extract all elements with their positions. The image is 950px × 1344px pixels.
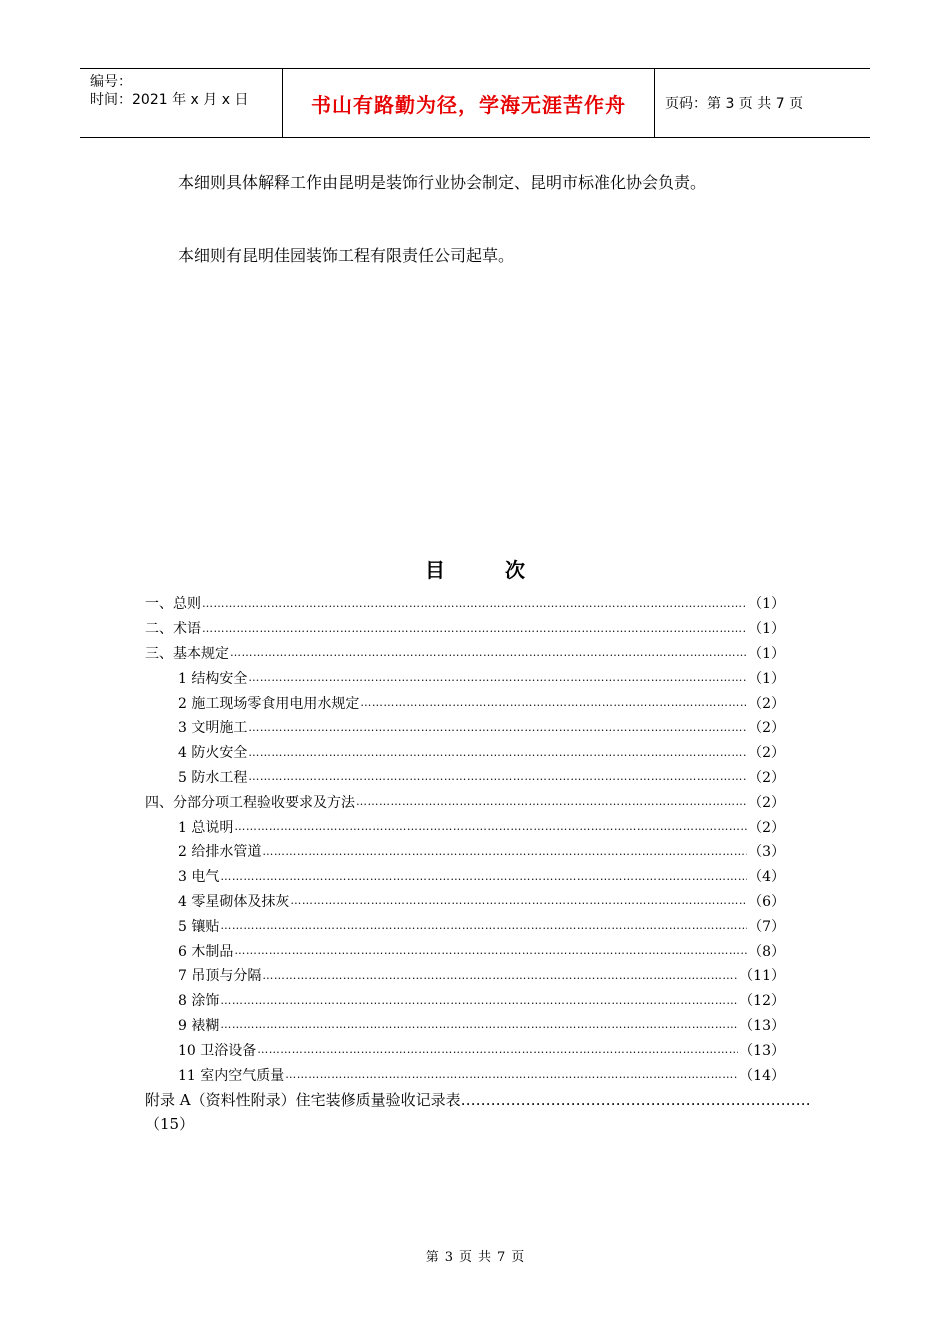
toc-entry[interactable]: [145, 889, 785, 914]
toc-leader-dots: [202, 622, 747, 635]
toc-entry-label: 4 防火安全: [178, 745, 248, 762]
toc-entry[interactable]: [145, 1013, 785, 1038]
toc-leader-dots: [248, 721, 747, 734]
toc-leader-dots: [248, 746, 747, 759]
toc-entry-label: 2 施工现场零食用电用水规定: [178, 695, 360, 712]
toc-leader-dots: [262, 845, 747, 858]
toc-entry-page: （2）: [748, 819, 785, 836]
footer-page-number: 3: [444, 1250, 453, 1265]
toc-leader-dots: [220, 870, 747, 883]
toc-leader-dots: [220, 919, 747, 932]
toc-entry[interactable]: [145, 814, 785, 839]
toc-entry-page: （13）: [739, 1042, 785, 1059]
number-label: 编号：: [90, 74, 132, 90]
toc-entry[interactable]: [145, 864, 785, 889]
toc-entry[interactable]: [145, 641, 785, 666]
toc-entry[interactable]: [145, 715, 785, 740]
toc-entry-page: （4）: [748, 869, 785, 886]
toc-entry-label: 1 结构安全: [178, 670, 248, 687]
header-motto: 书山有路勤为径，学海无涯苦作舟: [282, 69, 655, 137]
toc-entry[interactable]: [145, 938, 785, 963]
toc-leader-dots: [248, 770, 747, 783]
toc-entry-page: （8）: [748, 943, 785, 960]
toc-entry-label: 6 木制品: [178, 943, 234, 960]
paragraph-drafter: 本细则有昆明佳园装饰工程有限责任公司起草。: [178, 246, 515, 265]
toc-entry-label: 5 镶贴: [178, 918, 220, 935]
toc-entry-page: （1）: [748, 670, 785, 687]
time-label: 时间：2021 年 x 月 x 日: [90, 92, 249, 108]
toc-leader-dots: [290, 894, 747, 907]
toc-entry-label: 四、分部分项工程验收要求及方法: [145, 794, 355, 811]
toc-entry[interactable]: [145, 1062, 785, 1087]
toc-leader-dots: [360, 696, 747, 709]
toc-entry-page: （1）: [748, 621, 785, 638]
paragraph-interpretation: 本细则具体解释工作由昆明是装饰行业协会制定、昆明市标准化协会负责。: [178, 173, 707, 192]
page-header: [80, 68, 870, 138]
toc-entry-page: （2）: [748, 794, 785, 811]
toc-entry-appendix[interactable]: [145, 1088, 810, 1136]
toc-entry-label: 11 室内空气质量: [178, 1067, 285, 1084]
toc-entry-page: （1）: [748, 596, 785, 613]
toc-entry-page: （14）: [739, 1067, 785, 1084]
toc-entry[interactable]: [145, 913, 785, 938]
toc-entry-page: （7）: [748, 918, 785, 935]
toc-entry[interactable]: [145, 765, 785, 790]
toc-entry-page: （12）: [739, 993, 785, 1010]
toc-leader-dots: [202, 597, 747, 610]
toc-leader-dots: [356, 795, 747, 808]
toc-entry-label: 4 零星砌体及抹灰: [178, 893, 290, 910]
toc-entry[interactable]: [145, 740, 785, 765]
footer-text: 页: [511, 1250, 525, 1265]
toc-entry[interactable]: [145, 665, 785, 690]
footer-text: 共: [478, 1250, 492, 1265]
toc-leader-dots: [234, 944, 747, 957]
toc-entry[interactable]: [145, 963, 785, 988]
toc-title-left: 目: [425, 558, 445, 582]
footer-text: 页: [458, 1250, 472, 1265]
toc-leader-dots: [230, 646, 747, 659]
toc-leader-dots: [461, 1088, 810, 1112]
toc-entry[interactable]: [145, 988, 785, 1013]
toc-entry-label: 3 电气: [178, 869, 220, 886]
header-page-info: 页码：第 3 页 共 7 页: [665, 96, 804, 112]
toc-entry-label: 8 涂饰: [178, 993, 220, 1010]
toc-leader-dots: [257, 1043, 738, 1056]
toc-entry-page: （6）: [748, 893, 785, 910]
toc-entry-page: （13）: [739, 1017, 785, 1034]
toc-entry-page: （11）: [739, 968, 785, 985]
toc-entry-label: 5 防水工程: [178, 769, 248, 786]
toc-entry-page: （2）: [748, 769, 785, 786]
toc-entry-label: 附录 A（资料性附录）住宅装修质量验收记录表: [145, 1091, 461, 1109]
toc-entry-label: 10 卫浴设备: [178, 1042, 257, 1059]
footer-text: 第: [425, 1250, 439, 1265]
toc-entry[interactable]: [145, 591, 785, 616]
toc-entry[interactable]: [145, 839, 785, 864]
toc-entry-label: 三、基本规定: [145, 645, 229, 662]
toc-leader-dots: [220, 1018, 738, 1031]
toc-entry-label: 二、术语: [145, 621, 201, 638]
toc-entry[interactable]: [145, 789, 785, 814]
toc-entry-label: 1 总说明: [178, 819, 234, 836]
footer-total-pages: 7: [497, 1250, 506, 1265]
toc-leader-dots: [234, 820, 747, 833]
toc-title-right: 次: [505, 558, 525, 582]
table-of-contents: [145, 591, 785, 1087]
toc-entry-label: 9 裱糊: [178, 1017, 220, 1034]
header-meta: [80, 69, 282, 137]
toc-leader-dots: [285, 1068, 738, 1081]
toc-entry-page: （2）: [748, 720, 785, 737]
toc-leader-dots: [248, 671, 747, 684]
toc-entry-page: （15）: [145, 1115, 195, 1133]
toc-entry[interactable]: [145, 616, 785, 641]
page-footer: [0, 1246, 950, 1265]
toc-entry-label: 7 吊顶与分隔: [178, 968, 262, 985]
toc-title: [0, 554, 950, 583]
toc-entry-label: 2 给排水管道: [178, 844, 262, 861]
toc-entry-label: 一、总则: [145, 596, 201, 613]
toc-leader-dots: [262, 969, 738, 982]
toc-entry-page: （3）: [748, 844, 785, 861]
toc-entry-page: （2）: [748, 695, 785, 712]
toc-entry[interactable]: [145, 1037, 785, 1062]
toc-entry-page: （2）: [748, 745, 785, 762]
toc-entry[interactable]: [145, 690, 785, 715]
toc-leader-dots: [220, 994, 738, 1007]
toc-entry-page: （1）: [748, 645, 785, 662]
toc-entry-label: 3 文明施工: [178, 720, 248, 737]
